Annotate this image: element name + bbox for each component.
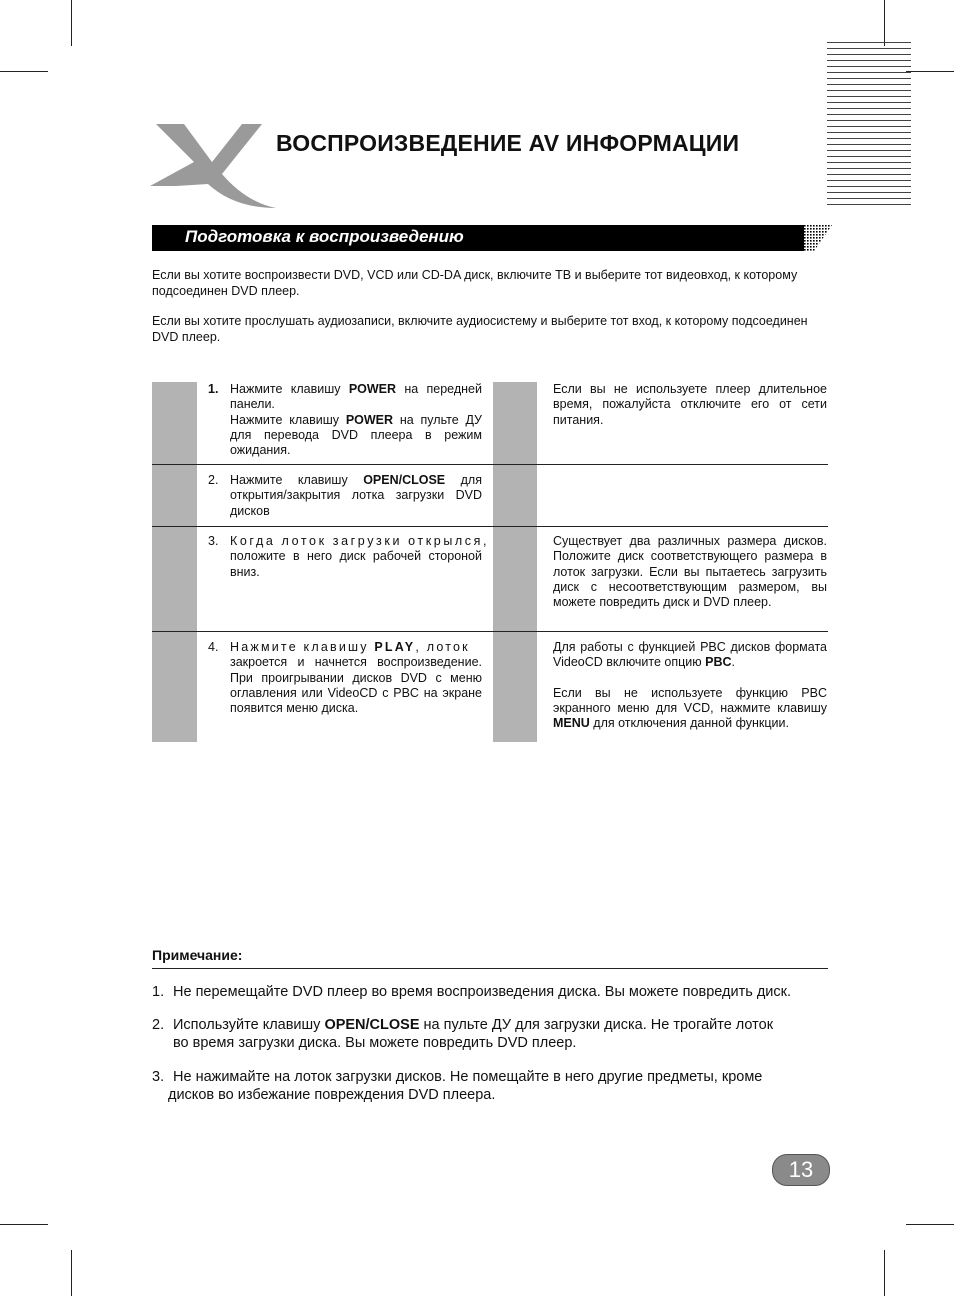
section-dots-decoration bbox=[804, 225, 832, 251]
header-stripes bbox=[827, 42, 911, 208]
step-instruction: Когда лоток загрузки открылся, положите в него диск рабочей стороной вниз. bbox=[230, 534, 490, 579]
step-instruction: Нажмите клавишу PLAY, лоток закроется и начнется воспроизведение. При проигрывании дисков DVD с меню оглавления или VideoCD с PBC на экране появится меню диска. bbox=[230, 640, 482, 716]
note-item: 1. Не перемещайте DVD плеер во время воспроизведения диска. Вы можете повредить диск. bbox=[152, 984, 792, 1000]
table-row-divider bbox=[152, 464, 828, 465]
crop-mark bbox=[0, 1224, 48, 1225]
step-note: Существует два различных размера дисков. Положите диск соответствующего размера в лоток загрузки. Если вы пытаетесь загрузить диск с несоответствующим размером, вы можете повредить диск и DVD плеер. bbox=[553, 534, 827, 610]
table-gray-column-left bbox=[152, 382, 197, 742]
page-number: 13 bbox=[772, 1154, 830, 1186]
crop-mark bbox=[906, 71, 954, 72]
step-number: 1. bbox=[208, 382, 219, 396]
step-instruction bbox=[230, 382, 482, 458]
step-number: 4. bbox=[208, 640, 219, 654]
section-header bbox=[152, 225, 804, 251]
note-item: 3. Не нажимайте на лоток загрузки дисков. Не помещайте в него другие предметы, кроме дисков во избежание повреждения DVD плеера. bbox=[152, 1069, 763, 1103]
step-text: Нажмите клавишу POWER на передней панели. bbox=[230, 382, 482, 412]
note-item: 2. Используйте клавишу OPEN/CLOSE на пульте ДУ для загрузки диска. Не трогайте лоток во время загрузки диска. Вы можете повредить DVD плеер. bbox=[152, 1017, 774, 1051]
crop-mark bbox=[906, 1224, 954, 1225]
table-row-divider bbox=[152, 526, 828, 527]
table-gray-column-right bbox=[493, 382, 537, 742]
step-note: Если вы не используете плеер длительное время, пожалуйста отключите его от сети питания. bbox=[553, 382, 827, 427]
brand-logo-x-icon bbox=[150, 124, 278, 210]
crop-mark bbox=[71, 1250, 72, 1296]
crop-mark bbox=[0, 71, 48, 72]
crop-mark bbox=[71, 0, 72, 46]
intro-paragraph: Если вы хотите воспроизвести DVD, VCD или CD-DA диск, включите ТВ и выберите тот видеовход, к которому подсоединен DVD плеер. bbox=[152, 268, 798, 298]
intro-paragraph: Если вы хотите прослушать аудиозаписи, включите аудиосистему и выберите тот вход, к которому подсоединен DVD плеер. bbox=[152, 314, 808, 344]
crop-mark bbox=[884, 1250, 885, 1296]
notes-title: Примечание: bbox=[152, 947, 243, 963]
step-text: Нажмите клавишу POWER на пульте ДУ для перевода DVD плеера в режим ожидания. bbox=[230, 412, 482, 458]
crop-mark bbox=[884, 0, 885, 46]
step-number: 2. bbox=[208, 473, 219, 487]
notes-divider bbox=[152, 968, 828, 969]
step-number: 3. bbox=[208, 534, 219, 548]
step-instruction: Нажмите клавишу OPEN/CLOSE для открытия/закрытия лотка загрузки DVD дисков bbox=[230, 473, 482, 518]
step-note: Для работы с функцией PBC дисков формата VideoCD включите опцию PBC. Если вы не используете функцию PBC экранного меню для VCD, нажмите клавишу MENU для отключения данной функции. bbox=[553, 640, 827, 731]
section-title: Подготовка к воспроизведению bbox=[185, 227, 464, 246]
table-row-divider bbox=[152, 631, 828, 632]
page-title: ВОСПРОИЗВЕДЕНИЕ AV ИНФОРМАЦИИ bbox=[276, 130, 740, 156]
